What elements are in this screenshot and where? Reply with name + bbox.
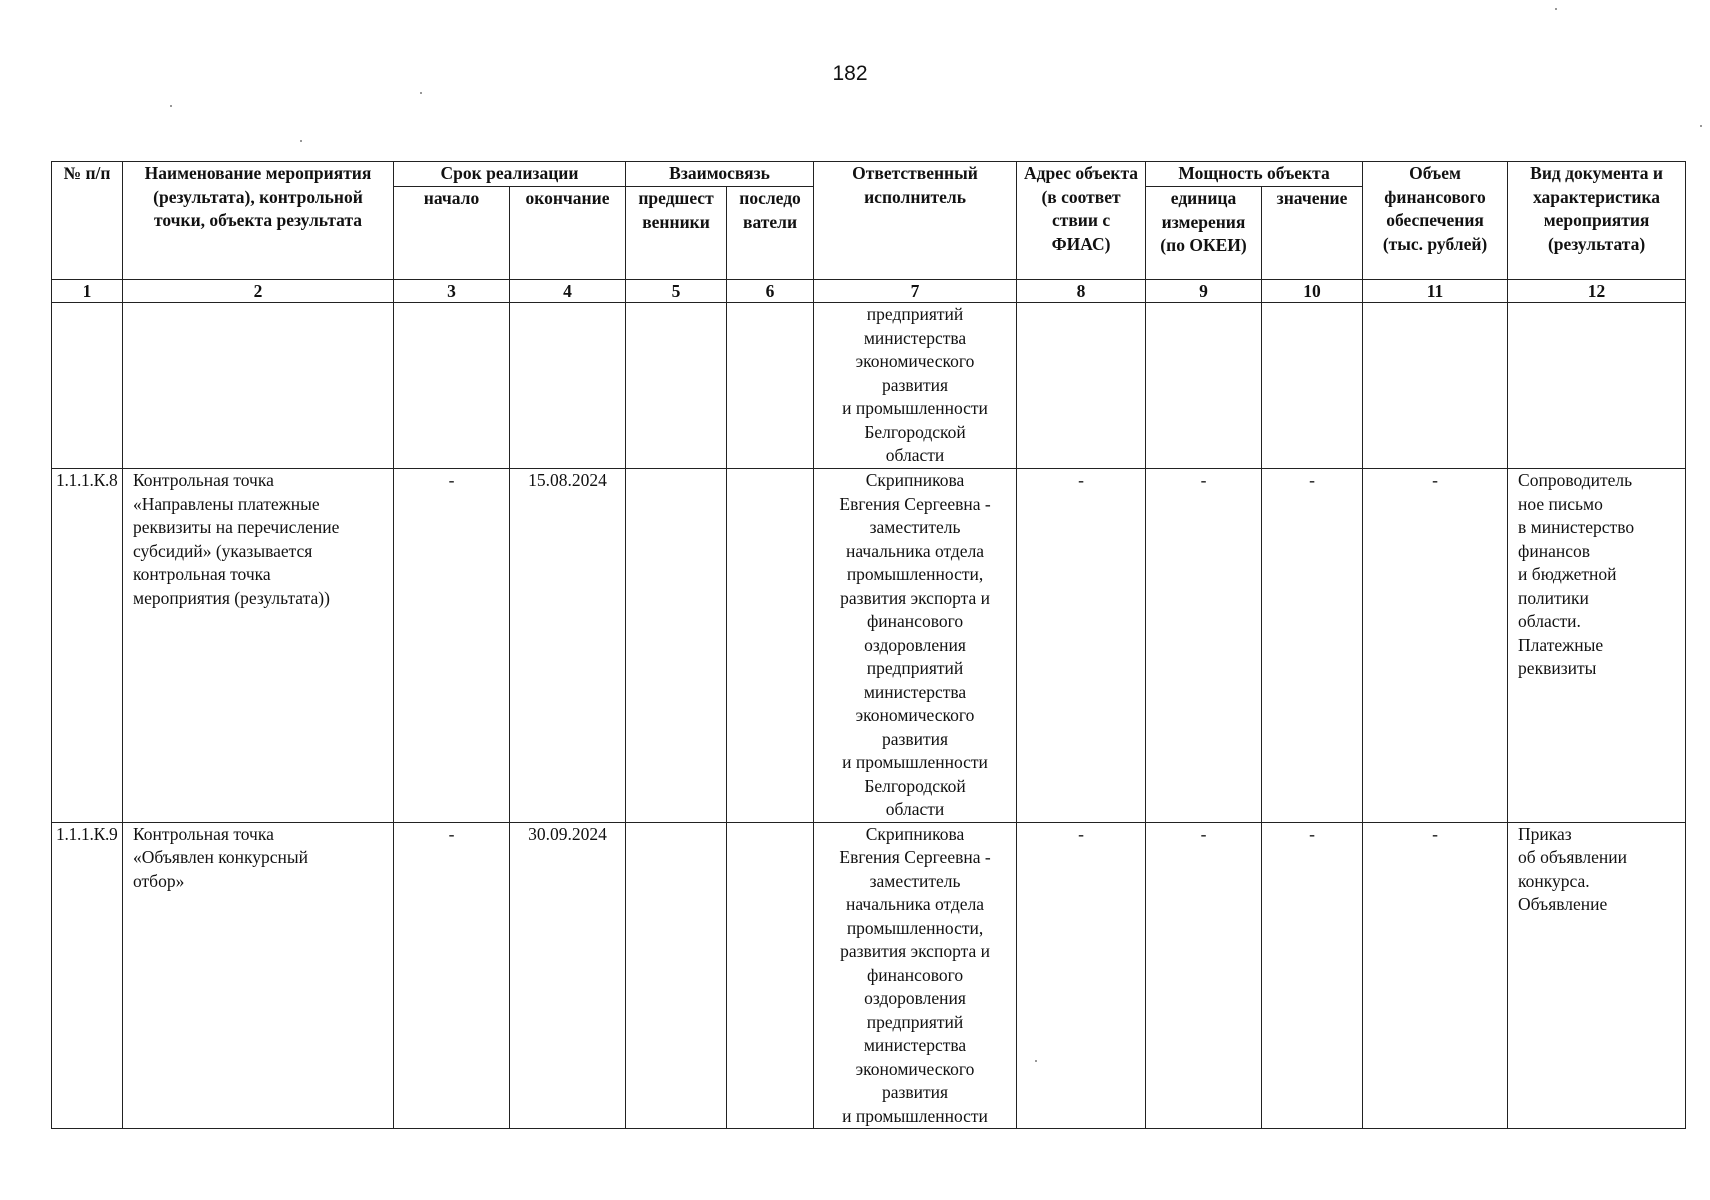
column-number: 3	[394, 280, 510, 303]
table-row	[52, 303, 1686, 469]
column-number: 12	[1508, 280, 1686, 303]
scan-speck	[420, 92, 422, 94]
header-value: значение	[1262, 187, 1363, 280]
header-link-group: Взаимосвязь	[626, 162, 814, 187]
row-start: -	[394, 469, 510, 823]
scan-speck	[1035, 1060, 1037, 1062]
row-value: -	[1262, 822, 1363, 1129]
row-funding	[1363, 303, 1508, 469]
row-responsible: Скрипникова Евгения Сергеевна - заместитель начальника отдела промышленности, развития экспорта и финансового оздоровления предприятий министерства экономического развития и промышленности Белгородской области	[814, 469, 1017, 823]
header-funding: Объем финансового обеспечения (тыс. рублей)	[1363, 162, 1508, 280]
row-value	[1262, 303, 1363, 469]
row-responsible: предприятий министерства экономического развития и промышленности Белгородской области	[814, 303, 1017, 469]
header-number: № п/п	[52, 162, 123, 280]
column-number: 11	[1363, 280, 1508, 303]
table-row	[52, 822, 1686, 1129]
scan-speck	[1555, 8, 1557, 10]
header-end: окончание	[510, 187, 626, 280]
column-number: 9	[1146, 280, 1262, 303]
plan-table	[51, 161, 1686, 1129]
row-end: 30.09.2024	[510, 822, 626, 1129]
column-number: 6	[727, 280, 814, 303]
header-predecessors: предшест венники	[626, 187, 727, 280]
row-predecessors	[626, 822, 727, 1129]
row-end: 15.08.2024	[510, 469, 626, 823]
page-number: 182	[832, 62, 868, 85]
row-predecessors	[626, 303, 727, 469]
row-successors	[727, 822, 814, 1129]
row-name	[123, 303, 394, 469]
row-value: -	[1262, 469, 1363, 823]
row-funding: -	[1363, 469, 1508, 823]
column-number: 2	[123, 280, 394, 303]
header-capacity-group: Мощность объекта	[1146, 162, 1363, 187]
row-start: -	[394, 822, 510, 1129]
row-name: Контрольная точка «Объявлен конкурсный отбор»	[123, 822, 394, 1129]
row-address: -	[1017, 822, 1146, 1129]
header-responsible: Ответственный исполнитель	[814, 162, 1017, 280]
header-address: Адрес объекта (в соответ ствии с ФИАС)	[1017, 162, 1146, 280]
row-code: 1.1.1.К.9	[52, 822, 123, 1129]
header-name: Наименование мероприятия (результата), контрольной точки, объекта результата	[123, 162, 394, 280]
header-successors: последо ватели	[727, 187, 814, 280]
column-number: 5	[626, 280, 727, 303]
row-code	[52, 303, 123, 469]
column-number: 8	[1017, 280, 1146, 303]
header-unit: единица измерения (по ОКЕИ)	[1146, 187, 1262, 280]
row-responsible: Скрипникова Евгения Сергеевна - заместитель начальника отдела промышленности, развития экспорта и финансового оздоровления предприятий министерства экономического развития и промышленности	[814, 822, 1017, 1129]
row-address	[1017, 303, 1146, 469]
header-term-group: Срок реализации	[394, 162, 626, 187]
row-name: Контрольная точка «Направлены платежные реквизиты на перечисление субсидий» (указывается контрольная точка мероприятия (результата))	[123, 469, 394, 823]
scan-speck	[300, 140, 302, 142]
row-doc: Сопроводитель ное письмо в министерство финансов и бюджетной политики области. Платежные реквизиты	[1508, 469, 1686, 823]
row-doc: Приказ об объявлении конкурса. Объявление	[1508, 822, 1686, 1129]
scan-speck	[1700, 125, 1702, 127]
column-number: 10	[1262, 280, 1363, 303]
column-number: 4	[510, 280, 626, 303]
column-number: 1	[52, 280, 123, 303]
row-unit	[1146, 303, 1262, 469]
row-successors	[727, 303, 814, 469]
row-unit: -	[1146, 469, 1262, 823]
row-address: -	[1017, 469, 1146, 823]
row-funding: -	[1363, 822, 1508, 1129]
table-row	[52, 469, 1686, 823]
row-doc	[1508, 303, 1686, 469]
row-unit: -	[1146, 822, 1262, 1129]
row-predecessors	[626, 469, 727, 823]
column-number: 7	[814, 280, 1017, 303]
header-doc-type: Вид документа и характеристика мероприятия (результата)	[1508, 162, 1686, 280]
row-end	[510, 303, 626, 469]
row-start	[394, 303, 510, 469]
row-successors	[727, 469, 814, 823]
scan-speck	[170, 105, 172, 107]
header-start: начало	[394, 187, 510, 280]
row-code: 1.1.1.К.8	[52, 469, 123, 823]
